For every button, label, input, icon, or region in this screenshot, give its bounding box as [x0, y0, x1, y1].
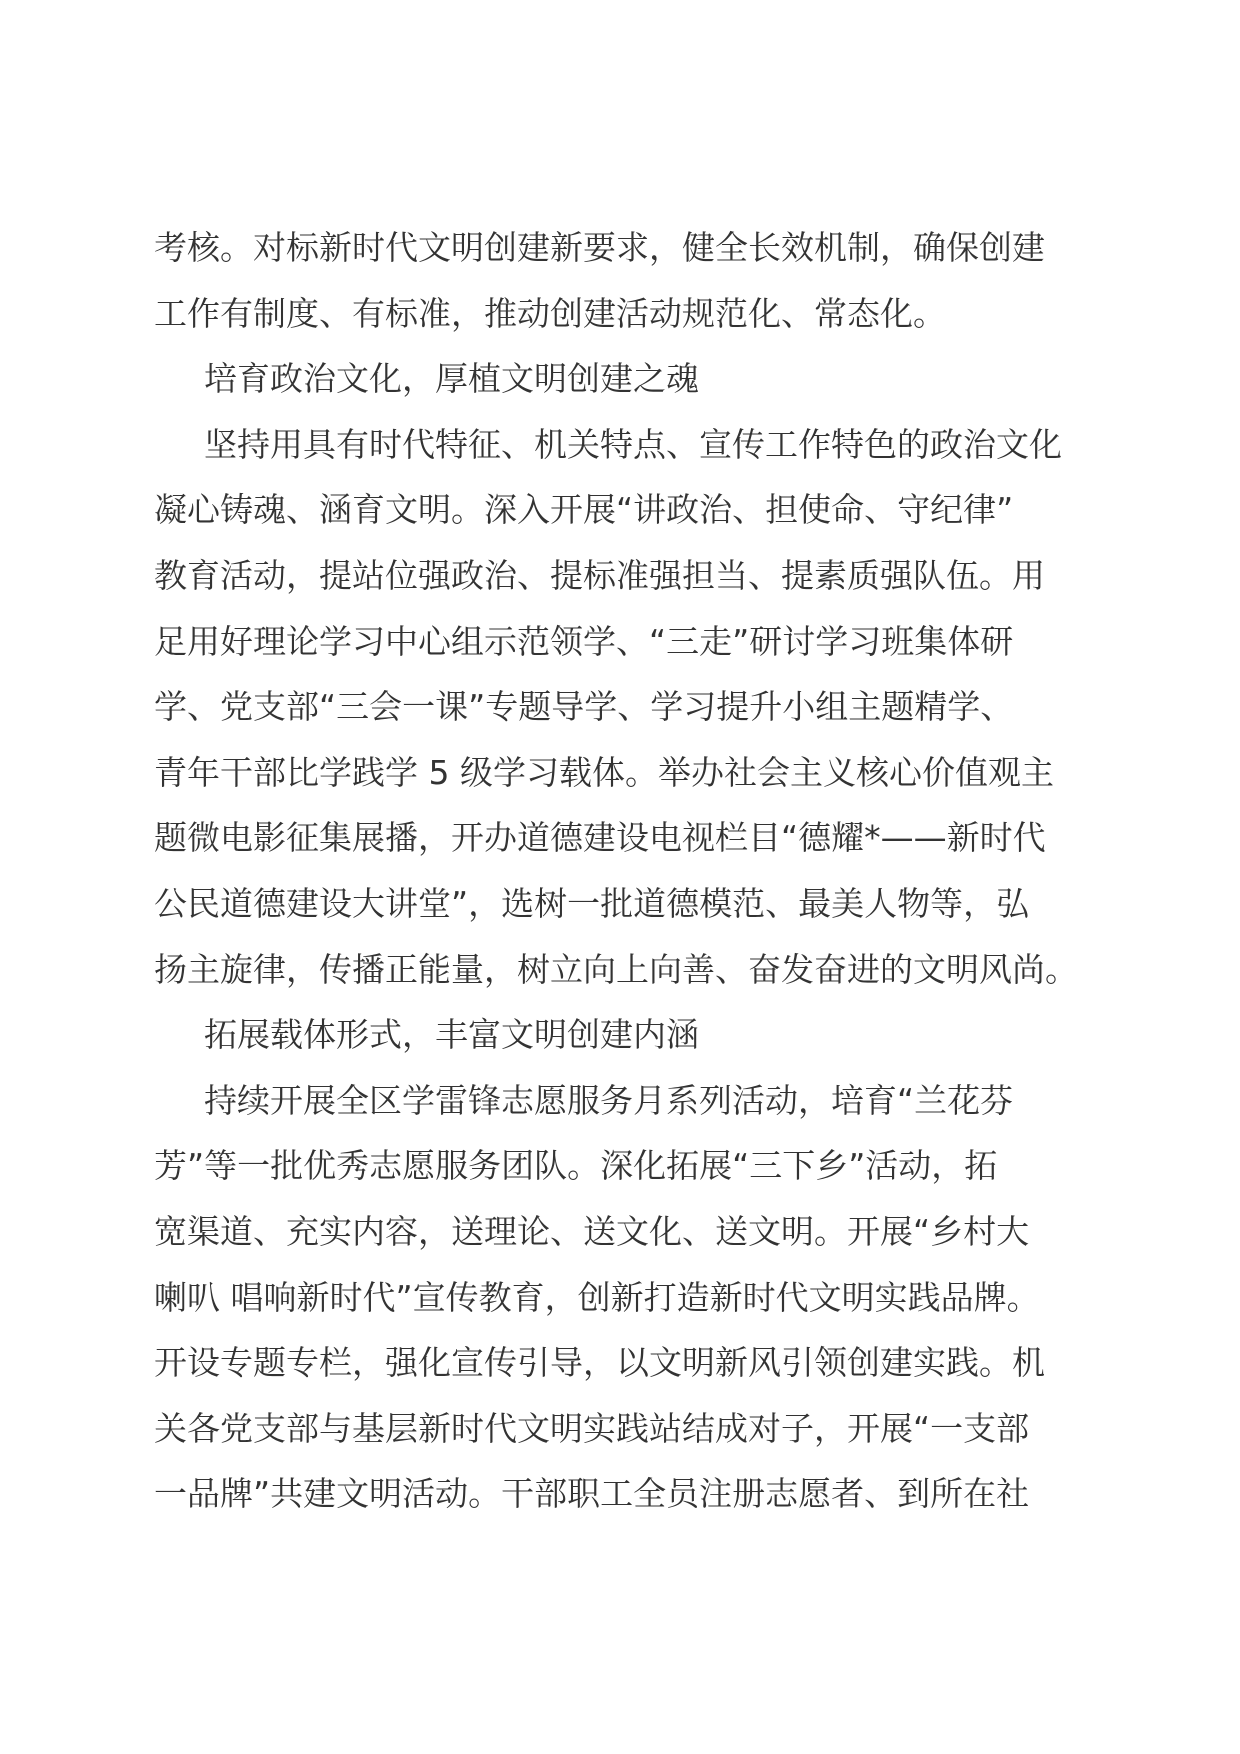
text-line: 开设专题专栏，强化宣传引导，以文明新风引领创建实践。机: [154, 1343, 1045, 1383]
text-line: 持续开展全区学雷锋志愿服务月系列活动，培育“兰花芬: [204, 1080, 1014, 1120]
document-body: [154, 215, 1094, 1527]
text-line: 宽渠道、充实内容，送理论、送文化、送文明。开展“乡村大: [154, 1211, 1030, 1251]
text-line: 公民道德建设大讲堂”，选树一批道德模范、最美人物等，弘: [154, 883, 1030, 923]
text-line: 芳”等一批优秀志愿服务团队。深化拓展“三下乡”活动，拓: [154, 1146, 998, 1186]
text-line: 考核。对标新时代文明创建新要求，健全长效机制，确保创建: [154, 228, 1045, 267]
text-line: 坚持用具有时代特征、机关特点、宣传工作特色的政治文化: [204, 424, 1062, 464]
section-heading: 培育政治文化，厚植文明创建之魂: [204, 359, 699, 399]
text-line: 足用好理论学习中心组示范领学、“三走”研讨学习班集体研: [154, 621, 1014, 661]
section-heading: 拓展载体形式，丰富文明创建内涵: [204, 1015, 699, 1055]
text-line: 关各党支部与基层新时代文明实践站结成对子，开展“一支部: [154, 1408, 1030, 1448]
text-line: 工作有制度、有标准，推动创建活动规范化、常态化。: [154, 293, 946, 333]
text-line: 题微电影征集展播，开办道德建设电视栏目“德耀*——新时代: [154, 818, 1046, 858]
text-line: 教育活动，提站位强政治、提标准强担当、提素质强队伍。用: [154, 555, 1045, 595]
text-line: 一品牌”共建文明活动。干部职工全员注册志愿者、到所在社: [154, 1474, 1030, 1514]
text-line: 凝心铸魂、涵育文明。深入开展“讲政治、担使命、守纪律”: [154, 490, 1014, 530]
text-line: 学、党支部“三会一课”专题导学、学习提升小组主题精学、: [154, 687, 1014, 727]
text-line: 青年干部比学践学 5 级学习载体。举办社会主义核心价值观主: [154, 752, 1054, 792]
text-line: 扬主旋律，传播正能量，树立向上向善、奋发奋进的文明风尚。: [154, 949, 1078, 989]
text-line: 喇叭 唱响新时代”宣传教育，创新打造新时代文明实践品牌。: [154, 1277, 1040, 1317]
